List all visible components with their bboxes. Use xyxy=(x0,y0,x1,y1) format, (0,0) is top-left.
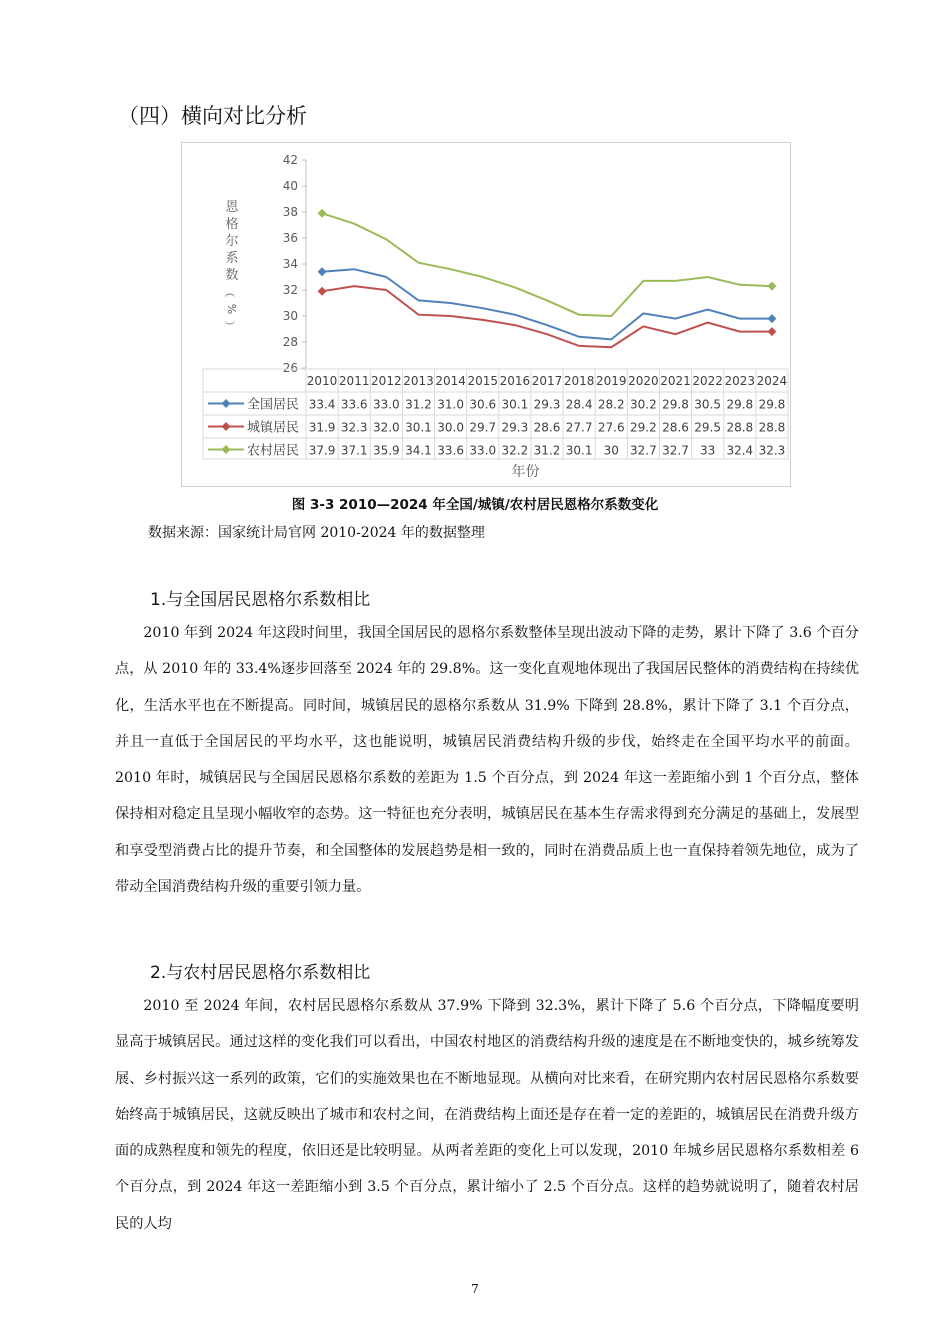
x-category-label: 2023 xyxy=(724,374,756,388)
x-category-label: 2018 xyxy=(563,374,595,388)
y-tick-label: 38 xyxy=(282,205,298,219)
data-table-value: 33 xyxy=(700,443,716,458)
data-table-value: 30.5 xyxy=(694,397,722,412)
data-table-value: 31.0 xyxy=(437,397,464,412)
series-end-marker-0 xyxy=(767,314,776,323)
data-table-value: 29.8 xyxy=(726,397,754,412)
data-table-value: 29.8 xyxy=(662,397,689,412)
legend-key-marker-1 xyxy=(222,422,231,431)
data-table-value: 37.9 xyxy=(308,443,336,458)
data-table-value: 32.7 xyxy=(630,443,657,458)
x-category-label: 2015 xyxy=(467,374,499,388)
series-end-marker-1 xyxy=(318,287,327,296)
legend-series-name: 农村居民 xyxy=(247,443,300,459)
data-table-value: 32.3 xyxy=(340,420,368,435)
data-table-value: 30 xyxy=(603,443,619,458)
x-category-label: 2019 xyxy=(595,374,627,388)
y-tick-label: 30 xyxy=(282,309,298,323)
y-axis-label-char: % xyxy=(225,303,238,315)
x-category-label: 2017 xyxy=(531,374,563,388)
data-table-value: 30.2 xyxy=(630,397,657,412)
x-axis-label: 年份 xyxy=(511,464,540,480)
y-tick-label: 40 xyxy=(282,179,298,193)
paragraph-national-comparison: 2010 年到 2024 年这段时间里，我国全国居民的恩格尔系数整体呈现出波动下降的走势，累计下降了 3.6 个百分点，从 2010 年的 33.4%逐步回落至 2024 年的 29.8%。这一变化直观地体现出了我国居民整体的消费结构在持续优化，生活水平也在不断提高。同时间，城镇居民的恩格尔系数从 31.9% 下降到 28.8%，累计下降了 3.1 个百分点，并且一直低于全国居民的平均水平，这也能说明，城镇居民消费结构升级的步伐，始终走在全国平均水平的前面。2010 年时，城镇居民与全国居民恩格尔系数的差距为 1.5 个百分点，到 2024 年这一差距缩小到 1 个百分点，整体保持相对稳定且呈现小幅收窄的态势。这一特征也充分表明，城镇居民在基本生存需求得到充分满足的基础上，发展型和享受型消费占比的提升节奏，和全国整体的发展趋势是相一致的，同时在消费品质上也一直保持着领先地位，成为了带动全国消费结构升级的重要引领力量。 xyxy=(115,625,859,896)
y-tick-label: 34 xyxy=(282,257,298,271)
data-table-value: 31.9 xyxy=(308,420,336,435)
page-number: 7 xyxy=(471,1282,479,1296)
data-table-value: 29.5 xyxy=(694,420,722,435)
series-line-2 xyxy=(322,213,772,316)
x-category-label: 2024 xyxy=(756,374,788,388)
legend-key-marker-2 xyxy=(222,445,231,454)
data-table-value: 28.8 xyxy=(758,420,786,435)
data-table-value: 29.2 xyxy=(630,420,657,435)
series-line-0 xyxy=(322,269,772,339)
series-line-1 xyxy=(322,286,772,347)
engel-coefficient-chart xyxy=(181,142,791,487)
chart-canvas xyxy=(182,143,790,486)
data-table-value: 31.2 xyxy=(405,397,432,412)
data-table-value: 32.3 xyxy=(758,443,786,458)
y-tick-label: 32 xyxy=(282,283,298,297)
x-category-label: 2022 xyxy=(692,374,723,388)
data-table-value: 30.1 xyxy=(501,397,529,412)
data-table-value: 33.6 xyxy=(437,443,464,458)
x-category-label: 2016 xyxy=(499,374,531,388)
data-table-value: 30.0 xyxy=(437,420,464,435)
data-table-value: 30.1 xyxy=(565,443,593,458)
data-table-value: 28.6 xyxy=(533,420,561,435)
y-axis-label-char: 数 xyxy=(225,268,239,283)
data-table-value: 29.7 xyxy=(469,420,497,435)
data-table-value: 28.8 xyxy=(726,420,754,435)
y-tick-label: 26 xyxy=(282,361,298,375)
data-table-value: 33.0 xyxy=(372,397,400,412)
y-axis-label-char: 系 xyxy=(225,251,239,266)
figure-source: 数据来源：国家统计局官网 2010-2024 年的数据整理 xyxy=(148,525,485,541)
data-table-value: 37.1 xyxy=(340,443,368,458)
series-end-marker-1 xyxy=(767,327,776,336)
x-category-label: 2014 xyxy=(435,374,466,388)
legend-key-marker-0 xyxy=(222,399,231,408)
y-axis-label-char: ） xyxy=(223,320,236,332)
y-axis-label-char: （ xyxy=(223,286,236,298)
y-axis-label-char: 尔 xyxy=(225,234,239,249)
subsection-title-national: 1.与全国居民恩格尔系数相比 xyxy=(150,590,371,610)
series-end-marker-2 xyxy=(767,282,776,291)
section-heading: （四）横向对比分析 xyxy=(118,104,307,128)
data-table-value: 28.4 xyxy=(565,397,593,412)
x-category-label: 2010 xyxy=(306,374,338,388)
data-table-value: 27.6 xyxy=(597,420,625,435)
y-tick-label: 28 xyxy=(282,335,298,349)
x-category-label: 2011 xyxy=(338,374,370,388)
data-table-value: 32.4 xyxy=(726,443,754,458)
data-table-value: 33.4 xyxy=(308,397,336,412)
x-category-label: 2013 xyxy=(403,374,434,388)
legend-series-name: 城镇居民 xyxy=(247,420,300,436)
data-table-value: 34.1 xyxy=(405,443,432,458)
x-category-label: 2012 xyxy=(371,374,402,388)
data-table-value: 30.1 xyxy=(405,420,432,435)
data-table-value: 28.2 xyxy=(597,397,625,412)
data-table-value: 35.9 xyxy=(372,443,400,458)
data-table-value: 29.3 xyxy=(533,397,561,412)
x-category-label: 2021 xyxy=(660,374,691,388)
data-table-value: 28.6 xyxy=(662,420,689,435)
figure-caption: 图 3-3 2010—2024 年全国/城镇/农村居民恩格尔系数变化 xyxy=(291,497,659,513)
data-table-value: 33.6 xyxy=(340,397,368,412)
paragraph-rural-comparison: 2010 至 2024 年间，农村居民恩格尔系数从 37.9% 下降到 32.3%，累计下降了 5.6 个百分点，下降幅度要明显高于城镇居民。通过这样的变化我们可以看出，中国农村地区的消费结构升级的速度是在不断地变快的，城乡统筹发展、乡村振兴这一系列的政策，它们的实施效果也在不断地显现。从横向对比来看，在研究期内农村居民恩格尔系数要始终高于城镇居民，这就反映出了城市和农村之间，在消费结构上面还是存在着一定的差距的，城镇居民在消费升级方面的成熟程度和领先的程度，依旧还是比较明显。从两者差距的变化上可以发现，2010 年城乡居民恩格尔系数相差 6 个百分点，到 2024 年这一差距缩小到 3.5 个百分点，累计缩小了 2.5 个百分点。这样的趋势就说明了，随着农村居民的人均 xyxy=(115,998,859,1232)
data-table-value: 30.6 xyxy=(469,397,497,412)
data-table-value: 31.2 xyxy=(533,443,561,458)
data-table-value: 29.8 xyxy=(758,397,786,412)
data-table-value: 32.7 xyxy=(662,443,689,458)
series-end-marker-0 xyxy=(318,267,327,276)
subsection-title-rural: 2.与农村居民恩格尔系数相比 xyxy=(150,963,371,983)
data-table-value: 32.0 xyxy=(372,420,400,435)
x-category-label: 2020 xyxy=(628,374,659,388)
data-table-value: 33.0 xyxy=(469,443,497,458)
series-end-marker-2 xyxy=(318,209,327,218)
y-axis-label-char: 恩 xyxy=(225,200,239,215)
y-tick-label: 36 xyxy=(282,231,298,245)
legend-series-name: 全国居民 xyxy=(247,397,300,413)
y-tick-label: 42 xyxy=(282,153,298,167)
data-table-value: 29.3 xyxy=(501,420,529,435)
y-axis-label-char: 格 xyxy=(225,217,239,232)
data-table-value: 32.2 xyxy=(501,443,529,458)
data-table-value: 27.7 xyxy=(565,420,593,435)
